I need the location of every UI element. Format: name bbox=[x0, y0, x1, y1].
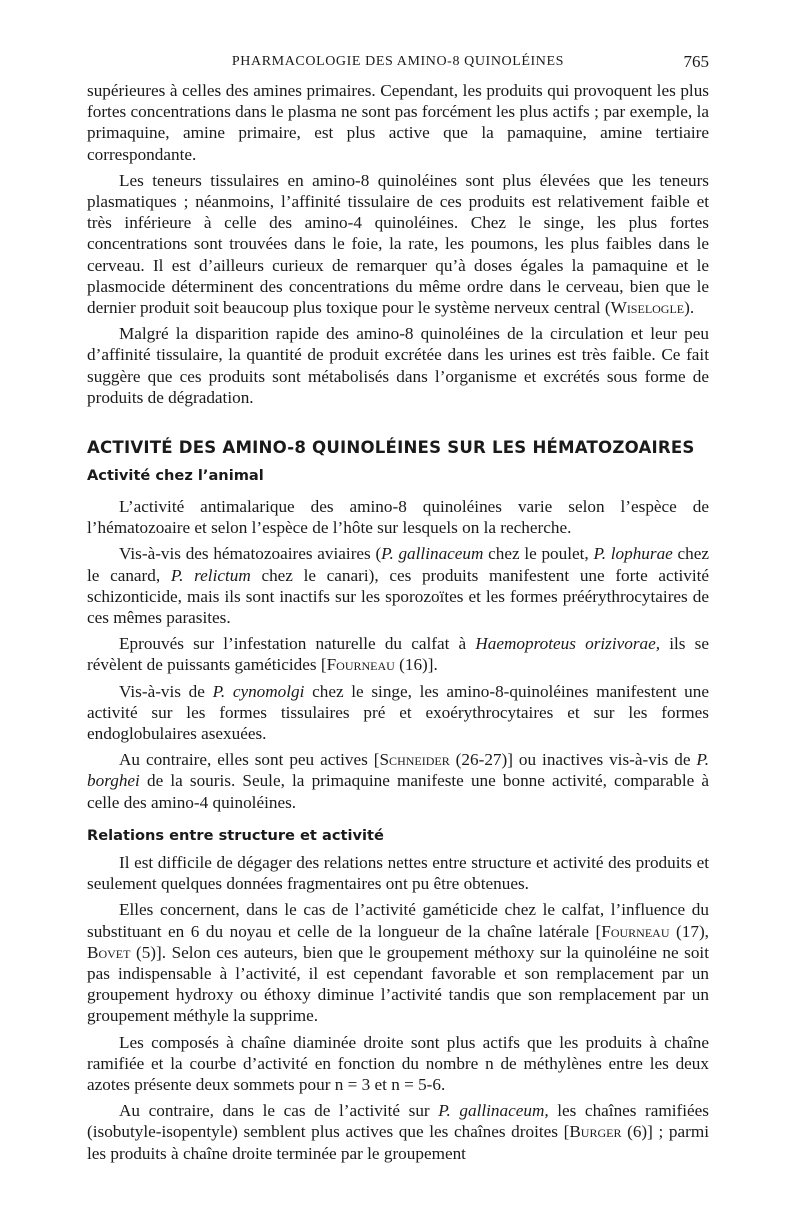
text-run: (6)] ; parmi les produits à chaîne droite terminée par le groupement bbox=[87, 1122, 709, 1163]
text-run: Vis-à-vis des hématozoaires aviaires ( bbox=[119, 544, 382, 564]
paragraph-plasma-concentrations: supérieures à celles des amines primaires. Cependant, les produits qui provoquent les plus fortes concentrations dans le plasma ne sont pas forcément les plus actifs ; par exemple, la primaquine, amine primaire, est plus active que la pamaquine, amine tertiaire correspondante. bbox=[87, 81, 709, 164]
paragraph-borghei bbox=[87, 749, 709, 813]
paragraph-gameticide-activity bbox=[87, 899, 709, 1026]
text-run: (17), bbox=[669, 921, 709, 941]
author-citation: Wiselogle bbox=[610, 298, 685, 318]
text-run: chez le poulet, bbox=[483, 544, 594, 564]
text-run: Les teneurs tissulaires en amino-8 quinoléines sont plus élevées que les teneurs plasmatiques ; néanmoins, l’affinité tissulaire de ces produits est relativement faible et très inférieure à celle des amino-4 quinoléines. Chez le singe, les plus fortes concentrations sont trouvées dans le foie, la rate, les poumons, les plus faibles dans le cerveau. Il est d’ailleurs curieux de remarquer qu’à doses égales la pamaquine et le plasmocide déterminent des concentrations du même ordre dans le cerveau, bien que le dernier produit soit beaucoup plus toxique pour le système nerveux central ( bbox=[87, 170, 709, 318]
text-run: les chaînes ramifiées (isobutyle-isopentyle) semblent plus actives que les chaînes droites [ bbox=[87, 1101, 710, 1142]
section-heading: ACTIVITÉ DES AMINO-8 QUINOLÉINES SUR LES HÉMATOZOAIRES bbox=[87, 438, 695, 458]
species-name: P. relictum bbox=[170, 565, 251, 585]
paragraph-avian-hematozoa bbox=[87, 543, 709, 628]
text-run: Au contraire, elles sont peu actives [ bbox=[119, 750, 380, 770]
species-name: P. borghei bbox=[87, 750, 709, 791]
paragraph-cynomolgi bbox=[87, 681, 709, 745]
text-run: Elles concernent, dans le cas de l’activité gaméticide chez le calfat, l’influence du substituant en 6 du noyau et celle de la longueur de la chaîne latérale [ bbox=[87, 900, 709, 941]
paragraph-diamine-chain: Les composés à chaîne diaminée droite sont plus actifs que les produits à chaîne ramifiée et la courbe d’activité en fonction du nombre n de méthylènes entre les deux azotes présente deux sommets pour n = 3 et n = 5-6. bbox=[87, 1032, 709, 1094]
text-run: Vis-à-vis de bbox=[119, 681, 213, 701]
paragraph-gallinaceum-chains bbox=[87, 1100, 709, 1164]
text-run: ). bbox=[684, 298, 695, 318]
text-run: (16)]. bbox=[394, 655, 438, 675]
species-name: P. gallinaceum bbox=[381, 544, 484, 564]
page-header bbox=[87, 54, 709, 80]
species-name: P. gallinaceum, bbox=[438, 1101, 549, 1121]
paragraph-excretion: Malgré la disparition rapide des amino-8 quinoléines de la circulation et leur peu d’affinité tissulaire, la quantité de produit excrétée dans les urines est très faible. Ce fait suggère que ces produits sont métabolisés dans l’organisme et excrétés sous forme de produits de dégradation. bbox=[87, 324, 709, 407]
paragraph-structure-difficulty: Il est difficile de dégager des relations nettes entre structure et activité des produits et seulement quelques données fragmentaires ont pu être obtenues. bbox=[87, 852, 709, 894]
text-run: chez le canard, bbox=[87, 544, 709, 585]
text-run: ils se révèlent de puissants gaméticides [ bbox=[87, 634, 709, 675]
species-name: P. lophurae bbox=[593, 544, 673, 564]
text-run: chez le canari), ces produits manifestent une forte activité schizonticide, mais ils sont inactifs sur les sporozoïtes et les formes préérythrocytaires de ces mêmes parasites. bbox=[87, 565, 710, 628]
text-run: (26-27)] ou inactives vis-à-vis de bbox=[449, 750, 697, 770]
text-run: Eprouvés sur l’infestation naturelle du calfat à bbox=[119, 634, 476, 654]
text-run: Au contraire, dans le cas de l’activité sur bbox=[119, 1101, 439, 1121]
text-run: chez le singe, les amino-8-quinoléines manifestent une activité sur les formes tissulaires pré et exoérythrocytaires et sur les formes endoglobulaires asexuées. bbox=[87, 681, 709, 744]
page bbox=[87, 54, 709, 1164]
text-run: de la souris. Seule, la primaquine manifeste une bonne activité, comparable à celle des amino-4 quinoléines. bbox=[87, 771, 709, 812]
paragraph-tissue-levels bbox=[87, 170, 709, 318]
species-name: Haemoproteus orizivorae, bbox=[475, 634, 661, 654]
author-citation: Bovet bbox=[87, 942, 131, 962]
subsection-heading-structure-activity: Relations entre structure et activité bbox=[87, 826, 384, 844]
author-citation: Fourneau bbox=[326, 655, 395, 675]
paragraph-antimalarial-activity: L’activité antimalarique des amino-8 quinoléines varie selon l’espèce de l’hématozoaire et selon l’espèce de l’hôte sur lesquels on la recherche. bbox=[87, 497, 709, 538]
species-name: P. cynomolgi bbox=[212, 681, 305, 701]
author-citation: Burger bbox=[569, 1122, 622, 1142]
author-citation: Fourneau bbox=[601, 921, 670, 941]
paragraph-haemoproteus bbox=[87, 633, 709, 675]
page-number: 765 bbox=[683, 52, 709, 71]
author-citation: Schneider bbox=[379, 750, 450, 770]
running-title: PHARMACOLOGIE DES AMINO-8 QUINOLÉINES bbox=[231, 54, 565, 69]
subsection-heading-animal-activity: Activité chez l’animal bbox=[87, 467, 264, 485]
text-run: (5)]. Selon ces auteurs, bien que le groupement méthoxy sur la quinoléine ne soit pas indispensable à l’activité, il est cependant favorable et son remplacement par un groupement hydroxy ou éthoxy diminue l’activité tandis que son remplacement par un groupement méthyle la supprime. bbox=[87, 942, 709, 1026]
